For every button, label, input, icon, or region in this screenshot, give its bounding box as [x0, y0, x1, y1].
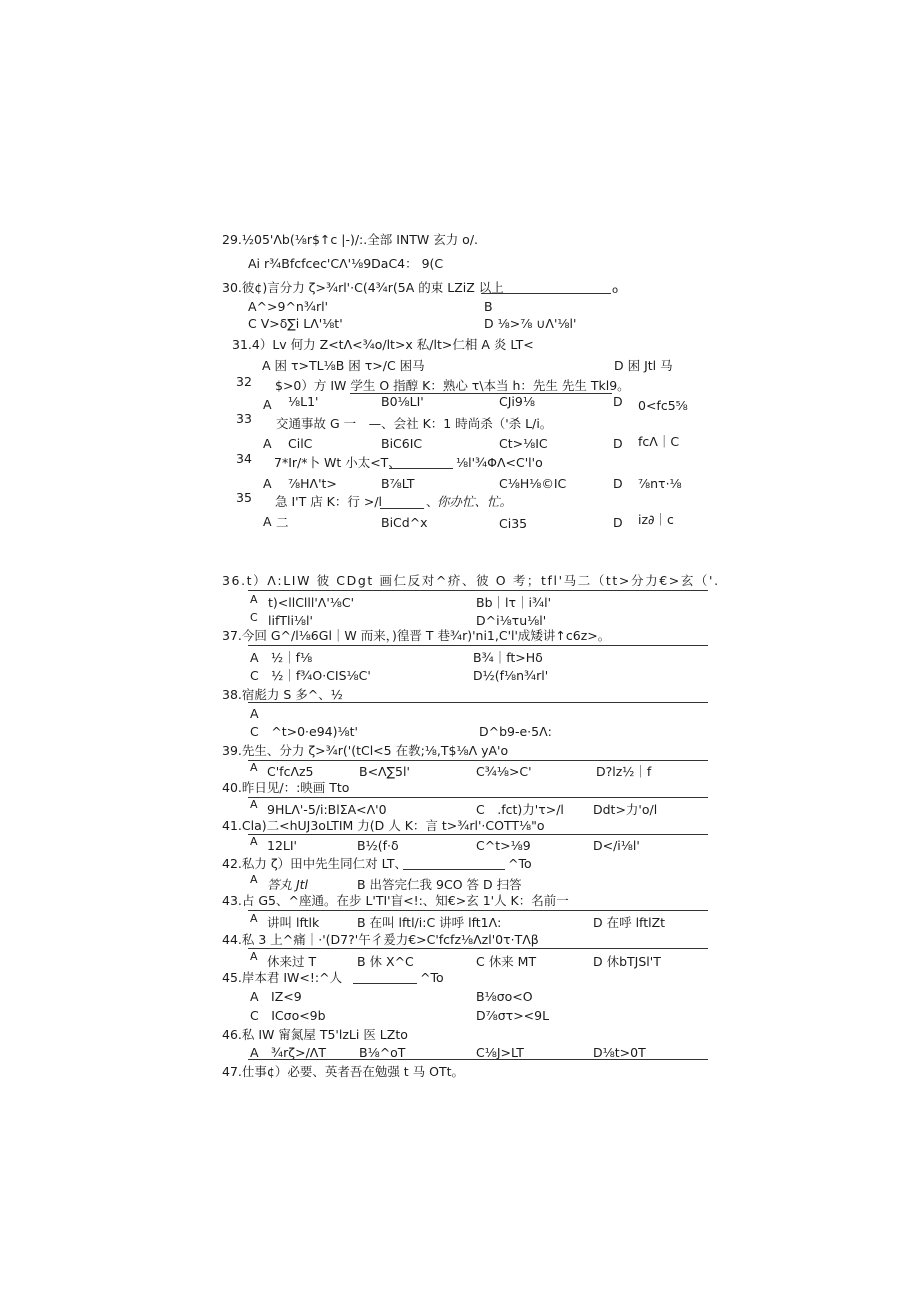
q46-option-d: D⅛t>0T — [593, 1045, 646, 1060]
q41-option-c: C^t>⅛9 — [476, 838, 531, 853]
q40-option-a: 9HLΛ'-5/i:BlΣA<Λ'0 — [267, 802, 387, 817]
q35-d-label: D — [613, 515, 623, 530]
q35-option-d: iz∂｜c — [638, 512, 674, 527]
q32-number: 32 — [236, 374, 252, 389]
q39-rule — [248, 760, 708, 761]
q45-blank — [353, 983, 417, 984]
q33-stem: 交通事故 G 一 —、会社 K：1 時尚杀（'杀 L/i。 — [276, 416, 553, 431]
q32-stem: $>0）方 IW 学生 O 指醇 K：熟心 τ\本当 h：先生 先生 Tkl9。 — [275, 378, 630, 393]
q37-stem: 37.今回 G^/l⅛6Gl｜W 而来，)徨晋 T 巷¾r)'ni1,C'l'成矮讲↑c6z>。 — [222, 628, 611, 643]
q35-stem-end: 你办忙、忙。 — [437, 494, 513, 509]
q32-a-label: A — [263, 397, 272, 412]
q39-option-b: B<Λ∑5l' — [359, 764, 410, 779]
q46-stem: 46.私 IW 甯氮屋 T5'lzLi 医 LZto — [222, 1027, 408, 1042]
q29-stem: 29.½05'Λb(⅛r$↑c |-)/:.全部 INTW 玄力 o/. — [222, 232, 479, 247]
q45-option-c: C ICσo<9b — [250, 1008, 326, 1023]
q44-stem: 44.私 3 上^痛｜·'(D7?'午彳爰力€>C'fcfz⅛Λzl'0τ·TΛβ — [222, 932, 539, 947]
q33-option-a: CilC — [288, 436, 313, 451]
q35-option-c: Ci35 — [499, 516, 528, 531]
q32-option-c: CJi9⅛ — [499, 394, 535, 409]
q44-rule — [248, 948, 708, 949]
q41-option-d: D</i⅛l' — [593, 838, 640, 853]
q46-rule — [248, 1059, 708, 1060]
q44-option-d: D 休bTJSl'T — [593, 954, 661, 969]
q34-option-c: C⅛H⅛©IC — [499, 476, 567, 491]
q35-blank — [380, 508, 424, 509]
q31-stem: 31.4）Lv 何力 Z<tΛ<¾o/lt>x 私/lt>仁相 A 炎 LT< — [232, 337, 534, 352]
q32-option-d: 0<fc5⅝ — [638, 398, 688, 413]
q43-option-a: 讲叫 lftlk — [267, 915, 320, 930]
q45-option-d: D⅞στ><9L — [476, 1008, 550, 1023]
q45-stem-end: ^To — [420, 970, 444, 985]
q42-option-b: B 出答完仁我 9CO 答 D 扫答 — [357, 877, 522, 892]
q35-option-a: 二 — [276, 515, 289, 530]
q39-a-label: A — [250, 761, 258, 774]
q30-option-d: D ⅛>⅞ ∪Λ'⅛l' — [484, 316, 577, 331]
q43-stem: 43.占 G5、^座通。在步 L'TI'盲<!:、知€>玄 1'人 K：名前一 — [222, 893, 569, 908]
q30-blank — [481, 293, 611, 294]
q35-stem-start: 急 I'T 店 K：行 >/l — [275, 494, 383, 509]
q38-rule — [248, 702, 708, 703]
q34-stem-start: 7*Ir/*卜 Wt 小太<T、 — [274, 455, 401, 470]
q30-option-a: A^>9^n¾rl' — [248, 299, 329, 314]
q40-rule — [248, 797, 708, 798]
q40-a-label: A — [250, 798, 258, 811]
q30-option-c: C V>δ∑i LΛ'⅛t' — [248, 316, 343, 331]
q39-option-a: C'fcΛz5 — [267, 764, 314, 779]
q44-a-label: A — [250, 950, 258, 963]
q37-option-c: C ½｜f¾O·CIS⅛C' — [250, 668, 371, 683]
q41-a-label: A — [250, 835, 258, 848]
q38-option-c: C ^t>0·e94)⅛t' — [250, 724, 358, 739]
q39-option-d: D?lz½｜f — [596, 764, 652, 779]
q33-option-c: Ct>⅛IC — [499, 436, 548, 451]
q44-option-c: C 休来 MT — [476, 954, 537, 969]
q41-rule — [248, 834, 708, 835]
q39-stem: 39.先生、分力 ζ>¾r('(tCl<5 在教;⅛,T$⅛Λ yA'o — [222, 743, 509, 758]
q46-option-b: B⅛^oT — [359, 1045, 406, 1060]
q42-stem: 42.私力 ζ）田中先生同仁对 LT、 — [222, 856, 408, 871]
q34-option-a: ⅞HΛ't> — [288, 476, 337, 491]
q31-option-d: D 困 Jtl 马 — [614, 358, 673, 373]
q34-stem-end: ⅛l'¾ΦΛ<C'l'o — [456, 455, 543, 470]
q33-a-label: A — [263, 436, 272, 451]
q38-option-a: A — [250, 706, 259, 721]
q36-option-b: Bb｜lτ｜i¾l' — [476, 595, 552, 610]
q30-option-b: B — [484, 299, 493, 314]
q36-option-a: t)<llClll'Λ'⅛C' — [268, 595, 355, 610]
q32-option-a: ⅛L1' — [288, 394, 319, 409]
q36-c-label: C — [250, 611, 258, 624]
q43-rule — [248, 910, 708, 911]
q35-a-label: A — [263, 514, 272, 529]
q47-stem: 47.仕事¢）必要、英者吾在勉强 t 马 OTt。 — [222, 1064, 465, 1079]
q43-option-d: D 在呼 lftlZt — [593, 915, 666, 930]
q43-a-label: A — [250, 912, 258, 925]
q31-option-abc: A 困 τ>TL⅛B 困 τ>/C 困马 — [262, 358, 425, 373]
q40-stem: 40.昨日见/：:映画 Tto — [222, 780, 350, 795]
q44-option-a: 休来过 T — [267, 954, 317, 969]
q32-d-label: D — [613, 394, 623, 409]
q38-option-d: D^b9-e·5Λ: — [479, 724, 552, 739]
q35-option-b: BiCd^x — [381, 515, 428, 530]
q36-stem: 36.t）Λ:LIW 彼 CDgt 画仁反对^疥、彼 O 考；tfl'马二（tt>分力€>玄（'. — [222, 573, 720, 588]
q45-stem: 45.岸本君 IW<!:^人 — [222, 970, 343, 985]
q35-number: 35 — [236, 490, 252, 505]
q37-option-b: B¾｜ft>Hδ — [473, 650, 543, 665]
q34-option-d: ⅞nτ·⅛ — [638, 476, 682, 491]
q33-option-d: fcΛ｜C — [638, 434, 680, 449]
q40-option-d: Ddt>力'o/l — [593, 802, 658, 817]
q42-a-label: A — [250, 873, 258, 886]
q34-number: 34 — [236, 451, 252, 466]
q45-option-a: A IZ<9 — [250, 989, 302, 1004]
q30-stem: 30.彼¢)言分力 ζ>¾rl'·C(4¾r(5A 的束 LZiZ 以上 — [222, 280, 504, 295]
q39-option-c: C¾⅛>C' — [476, 764, 532, 779]
q30-period: o — [612, 285, 619, 296]
q38-stem: 38.宿彪力 S 多^、½ — [222, 687, 343, 702]
q37-option-d: D½(f⅛n¾rl' — [473, 668, 549, 683]
q41-option-b: B½(f·δ — [357, 838, 399, 853]
q36-rule — [248, 590, 708, 591]
q41-option-a: 12LI' — [267, 838, 297, 853]
q45-option-b: B⅛σo<O — [476, 989, 533, 1004]
q35-stem-comma: 、 — [426, 494, 439, 509]
q36-a-label: A — [250, 593, 258, 606]
q36-option-d: D^i⅛τu⅛l' — [476, 613, 547, 628]
q46-option-a: A ¾rζ>/ΛT — [250, 1045, 326, 1060]
q34-option-b: B⅞LT — [381, 476, 415, 491]
q33-d-label: D — [613, 436, 623, 451]
q42-blank — [403, 869, 505, 870]
q42-stem-end: ^To — [508, 856, 532, 871]
q40-option-c: C .fct)力'τ>/l — [476, 802, 564, 817]
q36-option-c: lifTli⅛l' — [268, 613, 313, 628]
q43-option-bc: B 在叫 lftl/i:C 讲呼 lft1Λ: — [357, 915, 502, 930]
q37-option-a: A ½｜f⅛ — [250, 650, 313, 665]
q46-option-c: C⅛J>LT — [476, 1045, 524, 1060]
q29-options: Ai r¾Bfcfcec'CΛ'⅛9DaC4： 9(C — [248, 256, 444, 271]
q42-option-a: 答丸 Jtl — [267, 877, 309, 892]
q37-rule — [248, 645, 708, 646]
q44-option-b: B 休 X^C — [357, 954, 414, 969]
q33-option-b: BiC6IC — [381, 436, 423, 451]
q32-option-b: B0⅛LI' — [381, 394, 424, 409]
q34-d-label: D — [613, 476, 623, 491]
q41-stem: 41.Cla)二<hUJ3oLTIM 力(D 人 K：言 t>¾rl'·COTT⅛"o — [222, 818, 545, 833]
q34-blank — [389, 468, 453, 469]
q34-a-label: A — [263, 476, 272, 491]
q33-number: 33 — [236, 411, 252, 426]
